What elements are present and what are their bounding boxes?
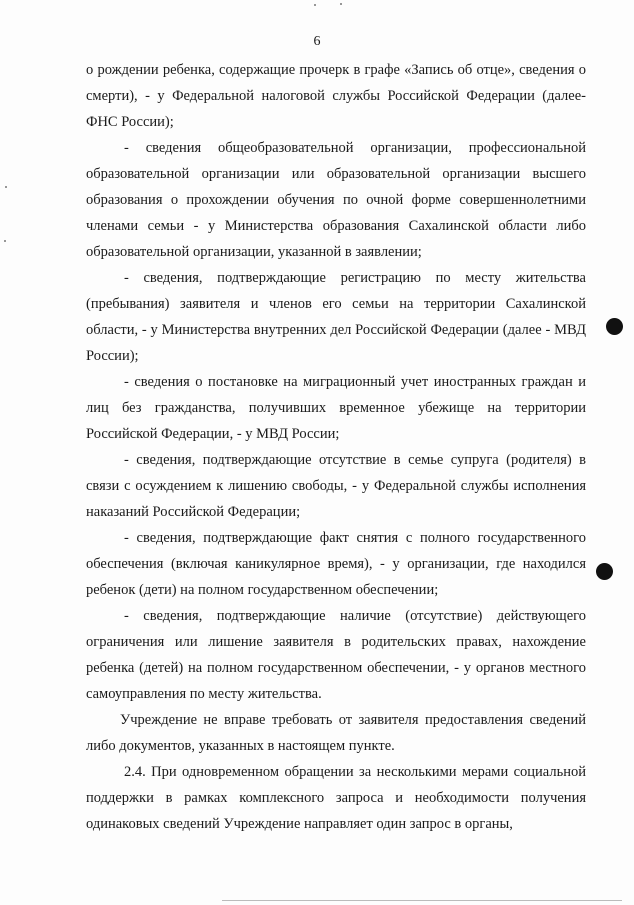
paragraph-8: Учреждение не вправе требовать от заявителя предоставления сведений либо документов, указанных в настоящем пункте.	[86, 712, 586, 755]
list-item-state-support	[86, 525, 586, 603]
paragraph-3: - сведения, подтверждающие регистрацию по месту жительства (пребывания) заявителя и членов его семьи на территории Сахалинской области, - у Министерства внутренних дел Российской Федерации (далее - МВД России);	[86, 270, 586, 365]
scan-speck	[5, 186, 7, 188]
page-number: 6	[313, 34, 321, 49]
scan-edge-line	[222, 900, 622, 901]
list-item-migration	[86, 369, 586, 447]
list-item-education	[86, 135, 586, 265]
paragraph-2-4	[86, 759, 586, 837]
hole-punch-mark	[596, 563, 613, 580]
paragraph-continuation	[86, 57, 586, 135]
scan-speck	[314, 4, 316, 6]
paragraph-restriction	[86, 707, 586, 759]
list-item-registration	[86, 265, 586, 369]
list-item-imprisonment	[86, 447, 586, 525]
scan-speck	[4, 240, 6, 242]
paragraph-7: - сведения, подтверждающие наличие (отсутствие) действующего ограничения или лишение заявителя в родительских правах, нахождение ребенка (детей) на полном государственном обеспечении, - у органов местного самоуправления по месту жительства.	[86, 608, 586, 703]
paragraph-2: - сведения общеобразовательной организации, профессиональной образовательной организации или образовательной организации высшего образования о прохождении обучения по очной форме совершеннолетними членами семьи - у Министерства образования Сахалинской области либо образовательной организации, указанной в заявлении;	[86, 140, 586, 261]
paragraph-1: о рождении ребенка, содержащие прочерк в графе «Запись об отце», сведения о смерти), - у Федеральной налоговой службы Российской Федерации (далее-ФНС России);	[86, 62, 586, 131]
paragraph-6: - сведения, подтверждающие факт снятия с полного государственного обеспечения (включая каникулярное время), - у организации, где находился ребенок (дети) на полном государственном обеспечении;	[86, 530, 586, 599]
paragraph-9: 2.4. При одновременном обращении за несколькими мерами социальной поддержки в рамках комплексного запроса и необходимости получения одинаковых сведений Учреждение направляет один запрос в органы,	[86, 764, 586, 833]
scan-speck	[340, 3, 342, 5]
list-item-parental-rights	[86, 603, 586, 707]
paragraph-4: - сведения о постановке на миграционный учет иностранных граждан и лиц без гражданства, получивших временное убежище на территории Российской Федерации, - у МВД России;	[86, 374, 586, 443]
paragraph-5: - сведения, подтверждающие отсутствие в семье супруга (родителя) в связи с осуждением к лишению свободы, - у Федеральной службы исполнения наказаний Российской Федерации;	[86, 452, 586, 521]
hole-punch-mark	[606, 318, 623, 335]
